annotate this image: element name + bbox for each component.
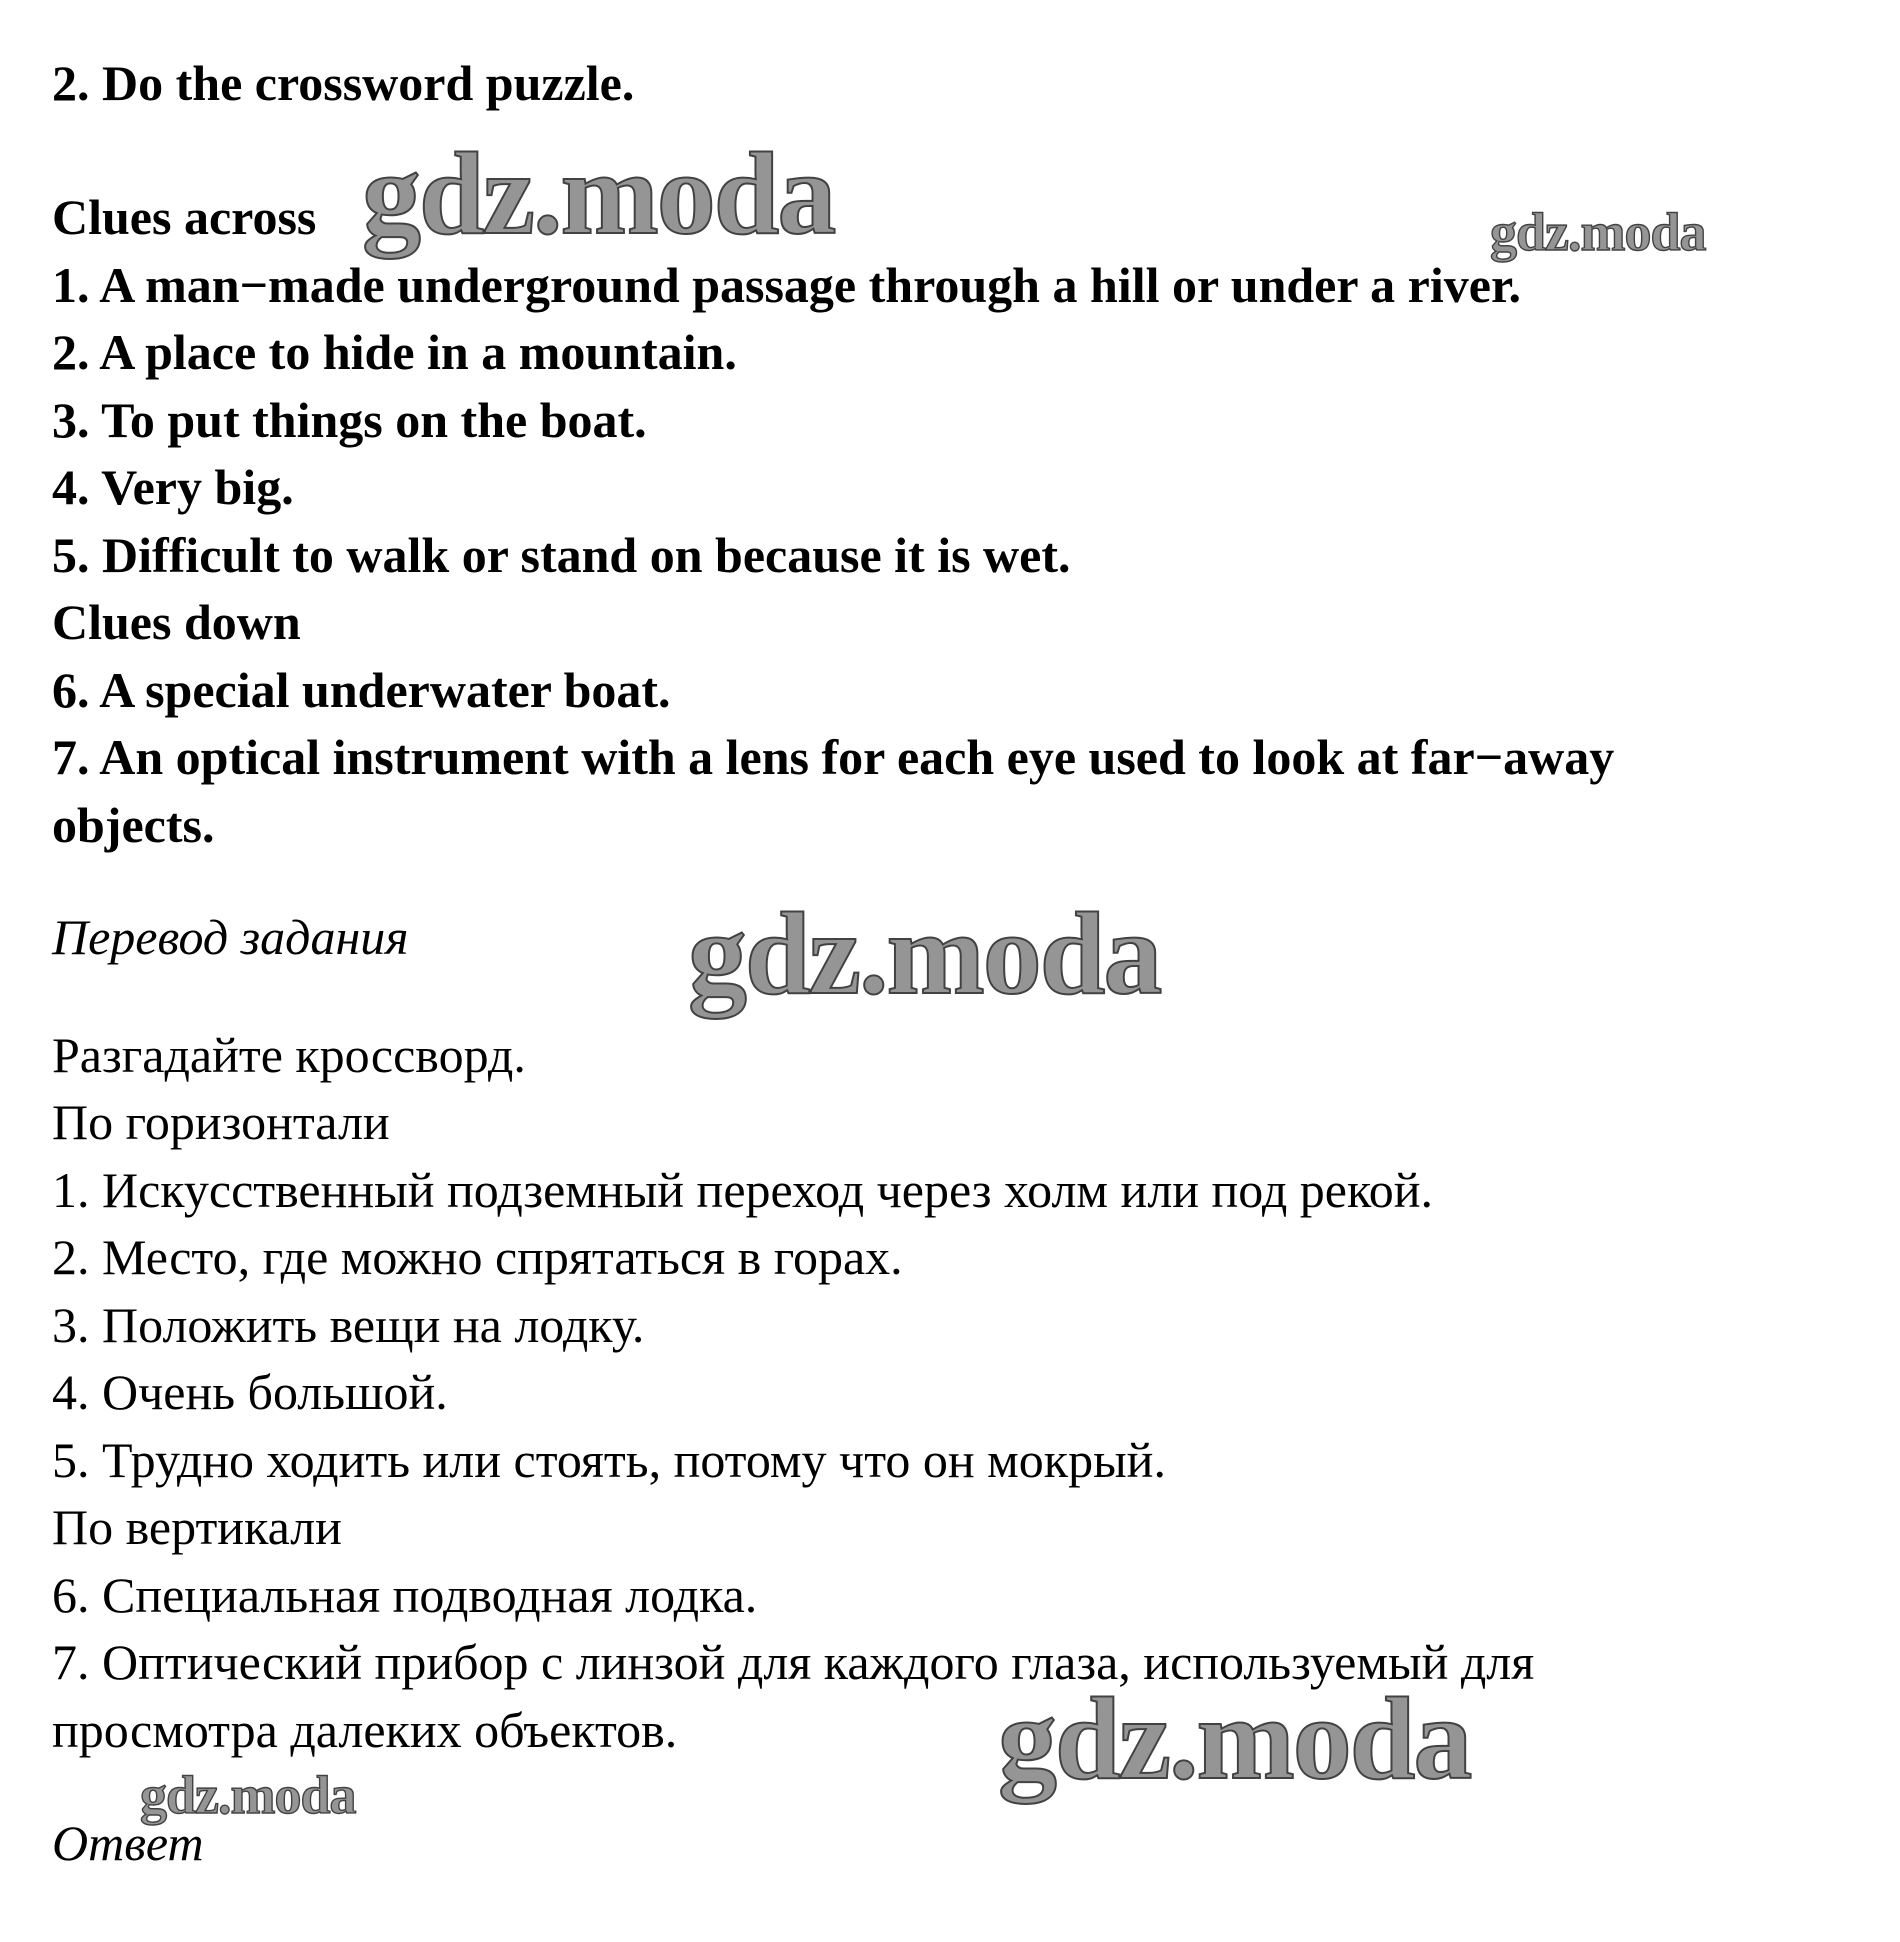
translation-down-6: 6. Специальная подводная лодка. [52, 1567, 758, 1623]
watermark: gdz.moda [688, 888, 1161, 1019]
translation-across-heading: По горизонтали [52, 1094, 390, 1150]
translation-across-2: 2. Место, где можно спрятаться в горах. [52, 1229, 903, 1285]
clue-down-7-continued: objects. [52, 797, 215, 853]
watermark: gdz.moda [1490, 202, 1706, 262]
translation-instruction: Разгадайте кроссворд. [52, 1027, 526, 1083]
clue-across-5: 5. Difficult to walk or stand on because it is wet. [52, 527, 1071, 583]
answer-heading: Ответ [52, 1815, 204, 1871]
clue-down-6: 6. A special underwater boat. [52, 662, 671, 718]
translation-down-7: 7. Оптический прибор с линзой для каждого глаза, используемый для [52, 1634, 1535, 1690]
translation-across-3: 3. Положить вещи на лодку. [52, 1297, 645, 1353]
task-heading: 2. Do the crossword puzzle. [52, 55, 635, 111]
watermark: gdz.moda [140, 1765, 356, 1825]
watermark: gdz.moda [998, 1673, 1471, 1804]
translation-heading: Перевод задания [52, 909, 409, 965]
translation-across-5: 5. Трудно ходить или стоять, потому что он мокрый. [52, 1432, 1166, 1488]
translation-across-1: 1. Искусственный подземный переход через холм или под рекой. [52, 1162, 1433, 1218]
clues-down-heading: Clues down [52, 594, 301, 650]
translation-down-heading: По вертикали [52, 1499, 342, 1555]
watermark: gdz.moda [362, 128, 835, 259]
clues-across-heading: Clues across [52, 189, 317, 245]
clue-across-1: 1. A man−made underground passage through a hill or under a river. [52, 257, 1522, 313]
translation-across-4: 4. Очень большой. [52, 1364, 448, 1420]
clue-across-4: 4. Very big. [52, 459, 294, 515]
clue-across-2: 2. A place to hide in a mountain. [52, 324, 737, 380]
translation-down-7-continued: просмотра далеких объектов. [52, 1702, 678, 1758]
clue-across-3: 3. To put things on the boat. [52, 392, 647, 448]
clue-down-7: 7. An optical instrument with a lens for each eye used to look at far−away [52, 729, 1615, 785]
